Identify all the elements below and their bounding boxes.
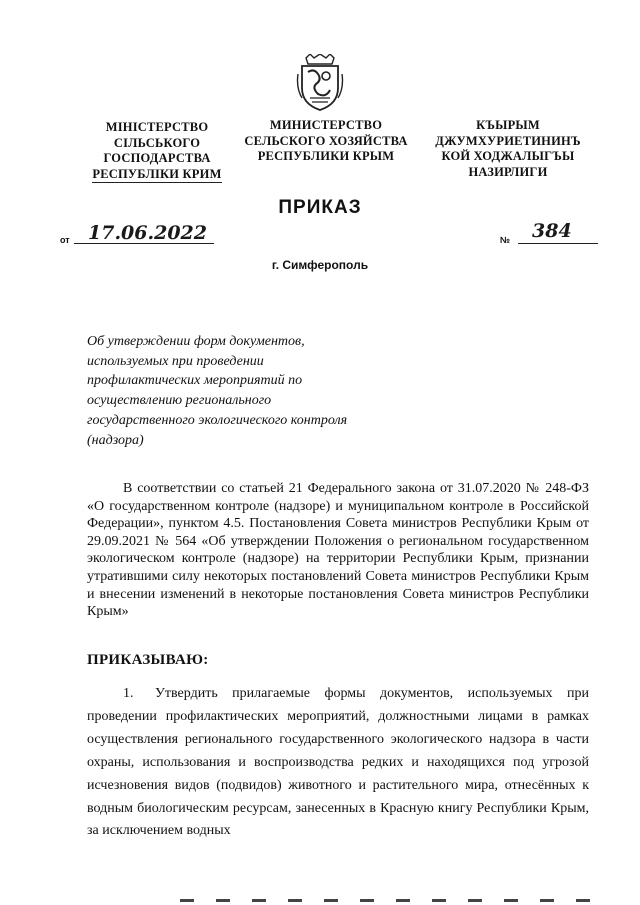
header-ua-line-3: ГОСПОДАРСТВА (103, 151, 211, 165)
header-ru-line-1: МИНИСТЕРСТВО (269, 118, 383, 132)
header-crimean-tatar (418, 118, 598, 180)
item-text: Утвердить прилагаемые формы документов, используемых при проведении профилактических мероприятий, должностными лицами в рамках осуществления регионального государственного экологического надзора в части охраны, использования и воспроизводства редких и находящихся под угрозой исчезновения видов (подвидов) животного и растительного мира, отнесённых к водным биологическим ресурсам, занесенных в Красную книгу Республики Крым, за исключением водных (87, 686, 589, 839)
subject-line: (надзора) (87, 432, 144, 448)
header-crh-line-3: КОЙ ХОДЖАЛЫГЪЫ (441, 149, 575, 163)
header-ua-line-2: СІЛЬСЬКОГО (113, 135, 201, 150)
order-subject (87, 332, 347, 450)
item-number: 1. (123, 686, 134, 701)
header-ua-line-4: РЕСПУБЛІКИ КРИМ (92, 167, 221, 184)
header-ru-line-3: РЕСПУБЛИКИ КРЫМ (257, 149, 395, 163)
header-ua-line-1: МІНІСТЕРСТВО (105, 120, 209, 134)
header-ukrainian (72, 120, 242, 183)
crimea-coat-of-arms-icon (296, 54, 344, 112)
number-handwritten: 384 (532, 220, 572, 242)
order-heading: ПРИКАЗЫВАЮ: (87, 652, 209, 668)
date-prefix: от (60, 235, 70, 245)
header-crh-line-2: ДЖУМХУРИЕТИНИНЪ (435, 133, 581, 148)
document-title: ПРИКАЗ (278, 197, 362, 218)
subject-line: государственного экологического контроля (87, 412, 348, 428)
subject-line: осуществлению регионального (87, 393, 272, 409)
header-crh-line-4: НАЗИРЛИГИ (468, 164, 548, 179)
number-underline (518, 243, 598, 244)
header-crh-line-1: КЪЫРЫМ (476, 118, 540, 132)
preamble-paragraph: В соответствии со статьей 21 Федерального закона от 31.07.2020 № 248-ФЗ «О государственном контроле (надзоре) и муниципальном контроле в Российской Федерации», пунктом 4.5. Постановления Совета министров Республики Крым от 29.09.2021 № 564 «Об утверждении Положения о региональном государственном экологическом контроле (надзоре) на территории Республики Крым, признании утратившими силу некоторых постановлений Совета министров Республики Крым и внесении изменений в некоторые постановления Совета министров Республики Крым» (87, 481, 589, 620)
header-ru-line-2: СЕЛЬСКОГО ХОЗЯЙСТВА (244, 133, 408, 148)
header-russian (236, 118, 416, 165)
subject-line: Об утверждении форм документов, (87, 334, 305, 349)
order-item-1 (87, 683, 589, 843)
subject-line: профилактических мероприятий по (87, 373, 303, 389)
subject-line: используемых при проведении (87, 353, 264, 369)
date-handwritten: 17.06.2022 (88, 222, 207, 244)
scan-edge-marks (180, 899, 610, 905)
city-line: г. Симферополь (271, 258, 369, 272)
number-prefix: № (500, 235, 511, 245)
